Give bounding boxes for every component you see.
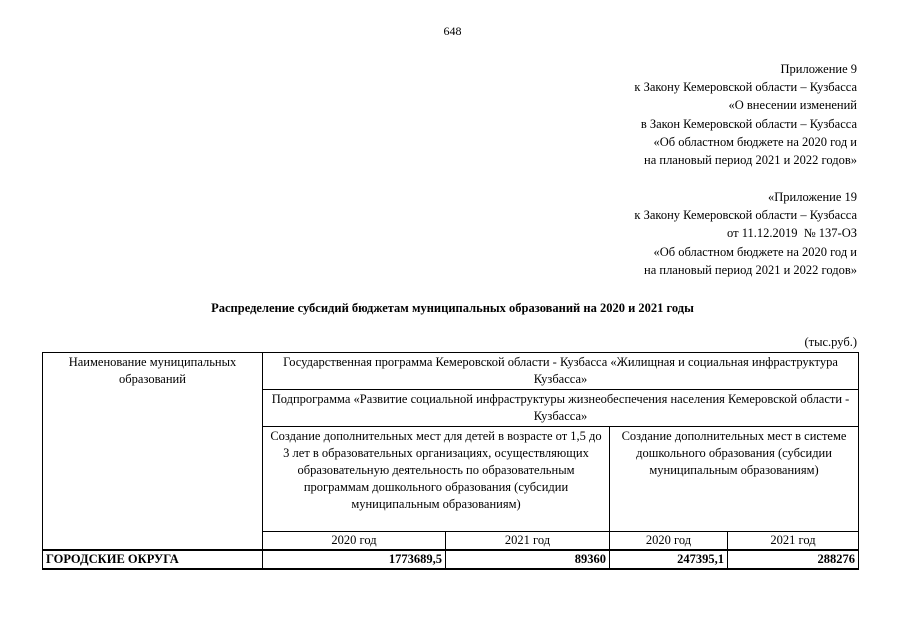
years-header-row — [43, 532, 859, 551]
units-label: (тыс.руб.) — [804, 335, 857, 349]
year-header: 2021 год — [728, 532, 859, 551]
appendix-original-line: от 11.12.2019 № 137-ОЗ — [727, 226, 857, 241]
table-header-row — [43, 353, 859, 390]
appendix-header-line: в Закон Кемеровской области – Кузбасса — [640, 116, 857, 131]
year-header: 2020 год — [263, 532, 446, 551]
appendix-original-line: «Об областном бюджете на 2020 год и — [653, 244, 857, 259]
program-header: Государственная программа Кемеровской области - Кузбасса «Жилищная и социальная инфраструктура Кузбасса» — [263, 353, 859, 390]
group-header-nursery: Создание дополнительных мест для детей в возрасте от 1,5 до 3 лет в образовательных организациях, осуществляющих образовательную деятельность по образовательным программам дошкольного образования (субсидии муниципальным образованиям) — [263, 427, 610, 532]
year-header: 2020 год — [610, 532, 728, 551]
appendix-header-line: к Закону Кемеровской области – Кузбасса — [634, 80, 857, 95]
value-cell: 247395,1 — [610, 550, 728, 569]
empty-cell — [43, 532, 263, 551]
value-cell: 288276 — [728, 550, 859, 569]
subprogram-header: Подпрограмма «Развитие социальной инфраструктуры жизнеобеспечения населения Кемеровской области - Кузбасса» — [263, 390, 859, 427]
appendix-original — [634, 188, 857, 279]
appendix-original-line: на плановый период 2021 и 2022 годов» — [644, 262, 857, 277]
page-number: 648 — [443, 24, 462, 38]
appendix-original-line: к Закону Кемеровской области – Кузбасса — [634, 208, 857, 223]
row-label: ГОРОДСКИЕ ОКРУГА — [43, 550, 263, 569]
appendix-original-line: «Приложение 19 — [768, 190, 857, 204]
appendix-header — [634, 60, 857, 169]
appendix-header-line: на плановый период 2021 и 2022 годов» — [644, 153, 857, 168]
year-header: 2021 год — [446, 532, 610, 551]
table-row — [43, 550, 859, 569]
document-title: Распределение субсидий бюджетам муниципальных образований на 2020 и 2021 годы — [211, 301, 694, 315]
value-cell: 89360 — [446, 550, 610, 569]
group-header-preschool: Создание дополнительных мест в системе дошкольного образования (субсидии муниципальным образованиям) — [610, 427, 859, 532]
value-cell: 1773689,5 — [263, 550, 446, 569]
name-column-header: Наименование муниципальных образований — [43, 353, 263, 532]
appendix-header-line: «О внесении изменений — [728, 98, 857, 113]
subsidy-table — [42, 352, 859, 570]
appendix-header-line: «Об областном бюджете на 2020 год и — [653, 134, 857, 149]
appendix-header-line: Приложение 9 — [780, 62, 857, 76]
